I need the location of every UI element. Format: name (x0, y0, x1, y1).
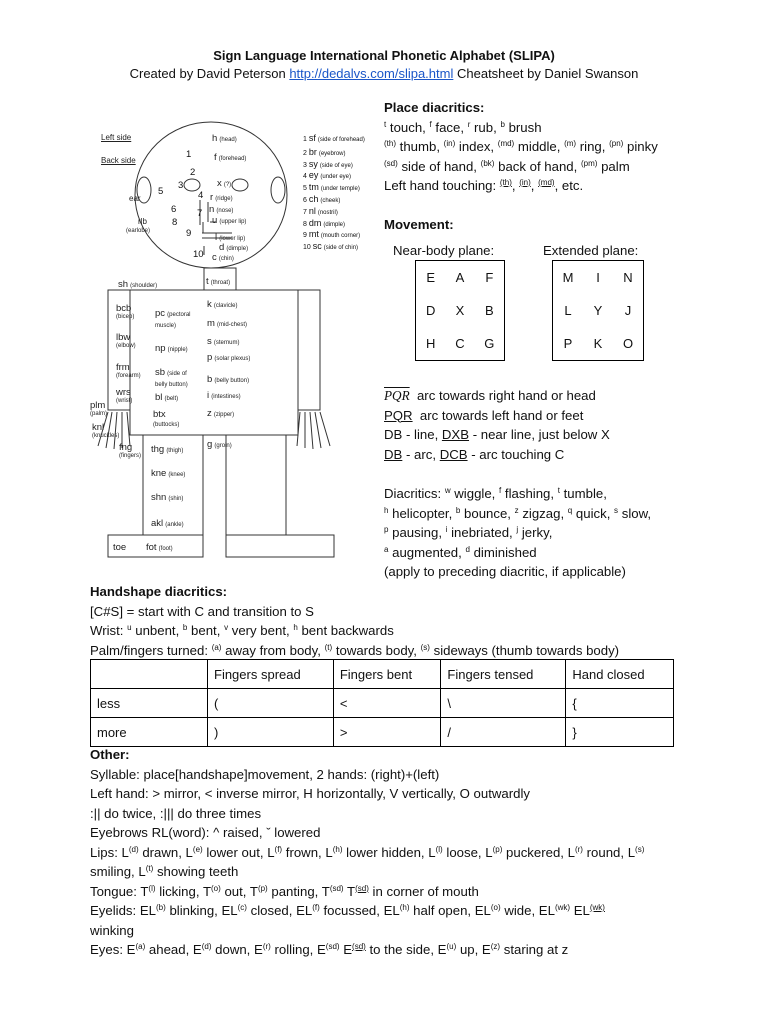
face-code: c (212, 252, 217, 263)
arm-code: frm (116, 362, 130, 373)
head-number: 9 (186, 228, 192, 239)
face-desc: (head) (219, 137, 237, 143)
place-line-2: $^{(th)}$ thumb, $^{(in)}$ index, $^{(md)}$ middle, $^{(m)}$ ring, $^{(pn)}$ pinky (384, 139, 658, 154)
torso-desc: (buttocks) (153, 422, 180, 428)
place-line-4: Left hand touching: $^{(th)}$, $^{(in)}$, $^{(md)}$, etc. (384, 178, 584, 193)
grid-cell: P (563, 336, 573, 351)
lips-line: Lips: $L^{(d)}$ drawn, $L^{(e)}$ lower out, $L^{(f)}$ frown, $L^{(h)}$ lower hidden, $L^{(l)}$ loose, $L^{(p)}$ puckered, $L^{(r)}$ round, $L^{(s)}$ (90, 844, 645, 860)
grid-cell: F (485, 270, 494, 285)
torso-desc: (mid-chest) (217, 322, 248, 328)
head-number: 10 (193, 249, 204, 260)
torso-code: s (207, 336, 212, 347)
table-cell: more (91, 718, 208, 747)
near-body-grid (415, 260, 505, 361)
other-heading: Other: (90, 747, 130, 762)
torso-desc: (zipper) (213, 412, 235, 418)
face-code: d (219, 242, 225, 253)
handshape-diacritics (90, 582, 619, 660)
head-number: 6 (171, 204, 177, 215)
arm-code: lbw (116, 332, 131, 343)
torso-desc: (clavicle) (213, 303, 238, 309)
side-label-5: 5 tm (under temple) (303, 182, 360, 193)
grid-cell: D (425, 303, 436, 318)
arm-desc: (knuckles) (92, 433, 120, 439)
grid-cell: L (564, 303, 572, 318)
leg-desc: (thigh) (166, 448, 184, 454)
place-line-1: $^t$ touch, $^f$ face, $^r$ rub, $^b$ brush (384, 119, 542, 135)
table-header: Fingers tensed (441, 660, 566, 689)
torso-code: k (207, 299, 212, 310)
throat-code: t (206, 276, 209, 287)
side-label-6: 6 ch (cheek) (303, 193, 341, 204)
grid-cell: C (455, 336, 465, 351)
grid-cell: G (484, 336, 495, 351)
face-code: r (210, 192, 214, 203)
table-cell: } (566, 718, 674, 747)
torso-code: np (155, 343, 166, 354)
leg-code: fot (146, 542, 157, 553)
handshape-palm: Palm/fingers turned: $^{(a)}$ away from body, $^{(t)}$ towards body, $^{(s)}$ sideways (thumb towards body) (90, 642, 620, 658)
torso-desc: (belt) (164, 396, 179, 402)
arm-code: plm (90, 400, 106, 411)
place-diacritics (384, 98, 658, 196)
movement-arcs (384, 386, 610, 464)
table-row (91, 718, 674, 747)
foot-right (226, 535, 334, 557)
arm-desc: (fingers) (119, 453, 142, 459)
line-db: DB - line, DXB - near line, just below X (384, 427, 610, 442)
other-section (90, 745, 710, 960)
shoulder-code: sh (118, 279, 129, 290)
torso-desc: (groin) (214, 443, 232, 449)
side-label-3: 3 sy (side of eye) (303, 158, 353, 169)
handshape-line-1: [C#S] = start with C and transition to S (90, 603, 314, 619)
throat-desc: (throat) (210, 280, 231, 286)
arm-desc: (bicep) (116, 314, 135, 320)
arc-right: $\overline{PQR}$ arc towards right hand or head (384, 388, 596, 403)
body-diagram (0, 0, 380, 570)
torso-code: z (207, 408, 212, 419)
side-label-10: 10 sc (side of chin) (303, 241, 359, 252)
shoulder-desc: (shoulder) (130, 283, 158, 289)
table-header: Hand closed (566, 660, 674, 689)
side-label-1: 1 sf (side of forehead) (303, 133, 365, 143)
face-code: l (215, 232, 218, 243)
table-cell: < (333, 689, 441, 718)
table-header (91, 660, 208, 689)
grid-cell: A (455, 270, 465, 285)
torso-code: i (207, 390, 210, 401)
lips-line-2: smiling, $L^{(t)}$ showing teeth (90, 864, 239, 879)
torso-code: g (207, 439, 213, 450)
torso-code: p (207, 352, 213, 363)
arm-code: bcb (116, 303, 132, 314)
grid-cell: E (426, 270, 435, 285)
leg-code: toe (113, 542, 127, 553)
table-header: Fingers bent (333, 660, 441, 689)
face-desc: (dimple) (226, 246, 249, 252)
extended-grid (552, 260, 644, 361)
eye-right (232, 179, 248, 191)
handshape-table (90, 659, 674, 747)
torso-code: bl (155, 392, 163, 403)
slipa-link[interactable]: http://dedalvs.com/slipa.html (289, 66, 454, 81)
torso-desc: (belly button) (214, 378, 250, 384)
torso-desc: (pectoral muscle) (155, 312, 191, 329)
leg-code: thg (151, 444, 165, 455)
face-code: f (214, 152, 217, 163)
arc-left: PQR arc towards left hand or feet (384, 407, 584, 423)
ear-label: ear (129, 194, 141, 203)
leg-desc: (shin) (168, 496, 184, 502)
leg-code: akl (151, 518, 164, 529)
head-number: 8 (172, 217, 178, 228)
place-heading: Place diacritics: (384, 100, 485, 115)
torso-code: btx (153, 409, 166, 420)
created-by: Created by David Peterson (129, 66, 286, 81)
face-desc: (?) (223, 182, 232, 188)
torso-code: b (207, 374, 213, 385)
arm-desc: (wrist) (116, 398, 133, 404)
arm-right (298, 290, 320, 410)
left-side-label: Left side (101, 133, 132, 142)
torso-desc: (solar plexus) (214, 356, 251, 362)
leg-desc: (knee) (168, 472, 186, 478)
arm-code: wrs (116, 387, 131, 398)
tongue-line: Tongue: $T^{(l)}$ licking, $T^{(o)}$ out, $T^{(p)}$ panting, $T^{(sd)}$ $T^{(sd)}$ in corner of mouth (90, 883, 479, 899)
face-desc: (upper lip) (219, 219, 247, 225)
eyelids-line-2: winking (90, 922, 134, 938)
torso-desc: (side of belly button) (155, 371, 188, 388)
eyelids-line: Eyelids: EL$^{(b)}$ blinking, EL$^{(c)}$ closed, EL$^{(f)}$ focussed, EL$^{(h)}$ half open, EL$^{(o)}$ wide, $EL^{(wk)}$ $EL^{(wk)}$ (90, 903, 605, 918)
face-desc: (chin) (218, 256, 234, 262)
left-hand-line: Left hand: > mirror, < inverse mirror, H horizontally, V vertically, O outwardly (90, 786, 530, 801)
torso-desc: (nipple) (167, 347, 188, 353)
arm-code: fng (119, 442, 133, 453)
grid-cell: K (593, 336, 603, 351)
head-number: 5 (158, 186, 164, 197)
rlb-sub: (earlobe) (126, 228, 151, 234)
table-row (91, 689, 674, 718)
grid-cell: B (484, 303, 494, 318)
movement-heading: Movement: (384, 217, 454, 232)
table-cell: ) (208, 718, 334, 747)
face-desc: (forehead) (218, 156, 247, 162)
grid-cell: M (562, 270, 574, 285)
repeat-line: :|| do twice, :||| do three times (90, 805, 262, 821)
leg-desc: (foot) (158, 546, 173, 552)
head-number: 7 (197, 208, 203, 219)
torso-code: sb (155, 367, 166, 378)
torso-code: m (207, 318, 215, 329)
face-code: h (212, 133, 218, 144)
table-cell: ( (208, 689, 334, 718)
head-number: 1 (186, 149, 192, 160)
arm-code: knl (92, 422, 105, 433)
side-label-7: 7 nl (nostril) (303, 205, 338, 216)
grid-cell: Y (593, 303, 603, 318)
grid-cell: O (622, 336, 634, 351)
leg-code: shn (151, 492, 167, 503)
arc-db: DB - arc, DCB - arc touching C (384, 446, 565, 462)
movement-diacritics: Diacritics: $^w$ wiggle, $^f$ flashing, $^t$ tumble, $^h$ helicopter, $^b$ bounce, $^z$ zigzag, $^q$ quick, $^s$ slow, $^p$ pausing, $^i$ inebriated, $^j$ jerky, $^a$ augmented, $^d$ diminished (apply to preceding diacritic, if applicable) (384, 486, 652, 579)
eyebrows-line: Eyebrows RL(word): ^ raised, ˇ lowered (90, 825, 321, 840)
face-desc: (lower lip) (219, 236, 246, 242)
side-label-2: 2 br (eyebrow) (303, 146, 346, 157)
head-number: 3 (178, 180, 184, 191)
grid-cell: X (455, 303, 465, 318)
face-code: u (212, 215, 218, 226)
fingers-right (297, 412, 330, 449)
leg-code: kne (151, 468, 167, 479)
arm-desc: (palm) (90, 411, 108, 417)
arm-desc: (elbow) (116, 343, 136, 349)
place-line-3: $^{(sd)}$ side of hand, $^{(bk)}$ back of hand, $^{(pm)}$ palm (384, 158, 630, 174)
torso-desc: (intestines) (211, 394, 241, 400)
grid-cell: H (425, 336, 436, 351)
eyes-line: Eyes: $E^{(a)}$ ahead, $E^{(d)}$ down, $E^{(r)}$ rolling, $E^{(sd)}$ $E^{(sd)}$ to the side, $E^{(u)}$ up, $E^{(z)}$ staring at z (90, 942, 569, 957)
table-header: Fingers spread (208, 660, 334, 689)
torso-code: pc (155, 308, 166, 319)
head-number: 4 (198, 190, 204, 201)
side-label-8: 8 dm (dimple) (303, 217, 345, 228)
near-body-label: Near-body plane: (393, 243, 495, 258)
page-title: Sign Language International Phonetic Alphabet (SLIPA) (213, 48, 555, 63)
syllable-line: Syllable: place[handshape]movement, 2 hands: (right)+(left) (90, 766, 440, 782)
head-number: 2 (190, 167, 196, 178)
face-code: x (217, 178, 222, 189)
face-desc: (nose) (216, 208, 234, 214)
handshape-wrist: Wrist: $^u$ unbent, $^b$ bent, $^v$ very bent, $^h$ bent backwards (90, 623, 394, 638)
face-desc: (ridge) (215, 196, 233, 202)
torso-desc: (sternum) (213, 340, 240, 346)
cheatsheet-by: Cheatsheet by Daniel Swanson (456, 66, 639, 81)
table-cell: > (333, 718, 441, 747)
table-cell: \ (441, 689, 566, 718)
ear-right (271, 177, 285, 203)
face-code: n (209, 204, 215, 215)
side-label-4: 4 ey (under eye) (303, 170, 352, 181)
table-cell: / (441, 718, 566, 747)
table-header-row (91, 660, 674, 689)
table-cell: less (91, 689, 208, 718)
extended-label: Extended plane: (543, 243, 639, 258)
side-label-9: 9 mt (mouth corner) (303, 229, 361, 240)
leg-desc: (ankle) (165, 522, 184, 528)
leg-right (226, 435, 286, 535)
grid-cell: N (623, 270, 633, 285)
grid-cell: I (596, 270, 600, 285)
handshape-heading: Handshape diacritics: (90, 584, 228, 599)
table-cell: { (566, 689, 674, 718)
grid-cell: J (624, 303, 632, 318)
rlb-label: rlb (138, 217, 147, 226)
arm-desc: (forearm) (116, 373, 141, 379)
back-side-label: Back side (101, 156, 136, 165)
